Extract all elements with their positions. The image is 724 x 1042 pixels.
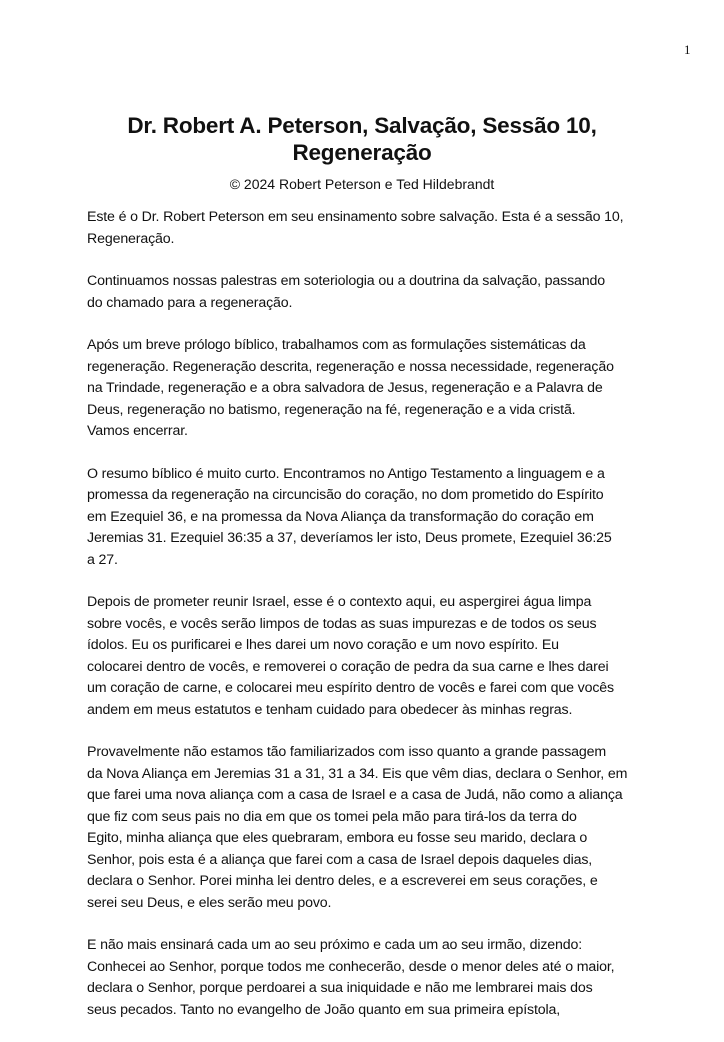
text-line: Conhecei ao Senhor, porque todos me conhecerão, desde o menor deles até o maior, <box>87 958 615 975</box>
paragraph <box>87 742 657 914</box>
text-line: Jeremias 31. Ezequiel 36:35 a 37, deveríamos ler isto, Deus promete, Ezequiel 36:25 <box>87 530 612 546</box>
text-line: Egito, minha aliança que eles quebraram, embora eu fosse seu marido, declara o <box>87 830 588 846</box>
paragraph <box>87 464 657 572</box>
text-line: sobre vocês, e vocês serão limpos de todas as suas impurezas e de todos os seus <box>87 615 597 632</box>
text-line: um coração de carne, e colocarei meu espírito dentro de vocês e farei com que vocês <box>87 680 614 696</box>
paragraph <box>87 335 657 443</box>
text-line: serei seu Deus, e eles serão meu povo. <box>87 894 332 911</box>
paragraph <box>87 592 657 721</box>
text-line: Deus, regeneração no batismo, regeneração na fé, regeneração e a vida cristã. <box>87 401 576 418</box>
text-line: seus pecados. Tanto no evangelho de João quanto em sua primeira epístola, <box>87 1001 561 1018</box>
document-title <box>60 112 664 166</box>
title-line: Regeneração <box>292 140 432 165</box>
text-line: andem em meus estatutos e tenham cuidado para obedecer às minhas regras. <box>87 701 573 718</box>
text-line: E não mais ensinará cada um ao seu próximo e cada um ao seu irmão, dizendo: <box>87 937 583 953</box>
text-line: Senhor, pois esta é a aliança que farei com a casa de Israel depois daqueles dias, <box>87 851 593 868</box>
text-line: colocarei dentro de vocês, e removerei o coração de pedra da sua carne e lhes darei <box>87 658 609 675</box>
text-line: Vamos encerrar. <box>87 423 188 439</box>
text-line: a 27. <box>87 551 118 568</box>
text-line: em Ezequiel 36, e na promessa da Nova Aliança da transformação do coração em <box>87 508 594 525</box>
text-line: Após um breve prólogo bíblico, trabalhamos com as formulações sistemáticas da <box>87 337 586 353</box>
text-line: promessa da regeneração na circuncisão do coração, no dom prometido do Espírito <box>87 487 604 503</box>
paragraph <box>87 935 657 1021</box>
text-line: declara o Senhor, porque perdoarei a sua iniquidade e não me lembrarei mais dos <box>87 980 593 996</box>
text-line: regeneração. Regeneração descrita, regeneração e nossa necessidade, regeneração <box>87 358 614 375</box>
text-line: que fiz com seus pais no dia em que os tomei pela mão para tirá-los da terra do <box>87 808 577 825</box>
text-line: do chamado para a regeneração. <box>87 294 293 311</box>
text-line: O resumo bíblico é muito curto. Encontramos no Antigo Testamento a linguagem e a <box>87 465 605 482</box>
text-line: declara o Senhor. Porei minha lei dentro deles, e a escreverei em seus corações, e <box>87 873 598 889</box>
text-line: da Nova Aliança em Jeremias 31 a 31, 31 a 34. Eis que vêm dias, declara o Senhor, em <box>87 765 628 782</box>
text-line: Provavelmente não estamos tão familiarizados com isso quanto a grande passagem <box>87 744 607 760</box>
title-line: Dr. Robert A. Peterson, Salvação, Sessão 10, <box>127 113 597 138</box>
paragraph <box>87 271 657 314</box>
paragraph <box>87 207 657 250</box>
text-line: Depois de prometer reunir Israel, esse é o contexto aqui, eu aspergirei água limpa <box>87 594 592 610</box>
text-line: ídolos. Eu os purificarei e lhes darei um novo coração e um novo espírito. Eu <box>87 637 559 653</box>
text-line: Este é o Dr. Robert Peterson em seu ensinamento sobre salvação. Esta é a sessão 10, <box>87 209 624 225</box>
copyright-notice: © 2024 Robert Peterson e Ted Hildebrandt <box>229 176 495 192</box>
text-line: Regeneração. <box>87 230 175 247</box>
document-body <box>87 207 657 1042</box>
page-number: 1 <box>684 42 691 57</box>
text-line: Continuamos nossas palestras em soteriologia ou a doutrina da salvação, passando <box>87 273 605 289</box>
text-line: na Trindade, regeneração e a obra salvadora de Jesus, regeneração e a Palavra de <box>87 380 603 396</box>
text-line: que farei uma nova aliança com a casa de Israel e a casa de Judá, não como a aliança <box>87 787 623 803</box>
